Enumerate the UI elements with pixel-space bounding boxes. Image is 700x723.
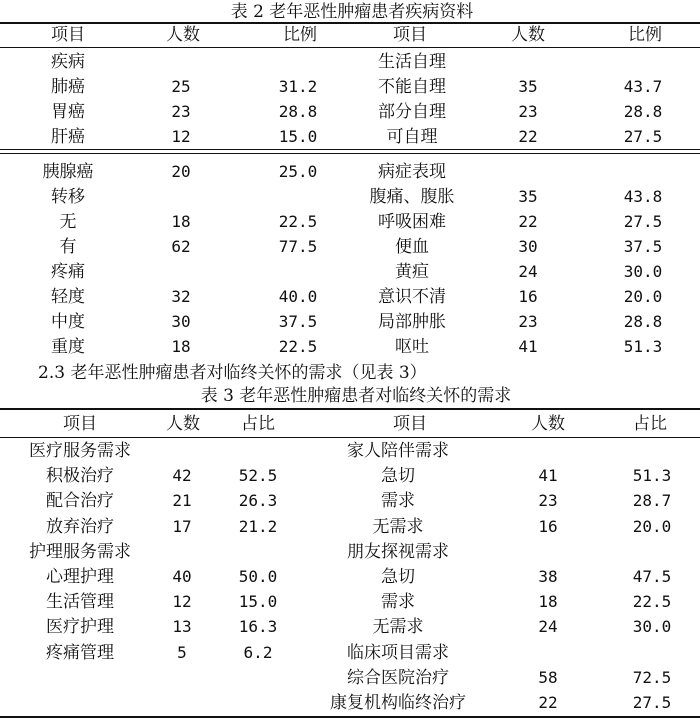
cell-count: 40 [172,567,192,586]
cell-item: 无 [59,212,77,232]
cell-count: 22 [518,212,538,231]
cell-count: 23 [171,102,191,121]
cell-count: 41 [538,466,558,486]
cell-item: 康复机构临终治疗 [330,693,466,713]
table3-header-ratio-2: 占比 [633,414,667,434]
cell-item: 医疗服务需求 [29,441,131,461]
cell-count: 12 [172,592,192,612]
cell-item: 生活自理 [378,52,446,72]
cell-count: 42 [172,466,192,486]
table2-top-rule [0,22,700,24]
cell-count: 35 [518,77,538,96]
cell-count: 22 [538,693,558,712]
table2-header-item: 项目 [51,25,85,45]
cell-item: 综合医院治疗 [347,667,449,688]
cell-value: 15.0 [278,127,318,146]
cell-item: 呕吐 [395,337,429,357]
table3-header-count-2: 人数 [531,414,565,434]
table3-top-rule [0,408,700,410]
cell-value: 28.8 [278,102,318,121]
table2-header-ratio: 比例 [283,25,317,45]
cell-item: 黄疸 [395,262,429,282]
cell-value: 28.7 [632,491,672,511]
cell-item: 肺癌 [51,77,85,97]
table2-header-count-2: 人数 [511,25,545,45]
table2-header-count: 人数 [166,25,200,45]
cell-item: 转移 [51,187,85,207]
cell-item: 需求 [381,491,415,512]
cell-item: 部分自理 [378,102,446,122]
cell-count: 12 [171,127,191,146]
table2-title: 表 2 老年恶性肿瘤患者疾病资料 [230,2,474,22]
cell-count: 18 [171,212,191,231]
cell-count: 23 [518,312,538,331]
cell-item: 积极治疗 [46,466,114,487]
cell-count: 25 [171,77,191,96]
cell-value: 40.0 [278,287,318,306]
cell-count: 41 [518,337,538,356]
cell-item: 有 [59,237,77,257]
cell-item: 配合治疗 [46,491,114,512]
cell-value: 28.8 [623,102,663,121]
cell-value: 20.0 [623,287,663,306]
cell-count: 13 [172,617,192,637]
cell-count: 62 [171,237,191,256]
cell-item: 家人陪伴需求 [347,441,449,461]
cell-item: 局部肿胀 [378,312,446,332]
cell-item: 疾病 [51,52,85,72]
cell-value: 50.0 [238,567,278,586]
cell-count: 35 [518,187,538,206]
cell-count: 38 [538,567,558,586]
cell-value: 43.8 [623,187,663,206]
table2-header-rule [0,47,700,48]
cell-value: 15.0 [238,592,278,612]
cell-item: 临床项目需求 [347,642,449,663]
cell-item: 呼吸困难 [378,212,446,232]
cell-count: 17 [172,516,192,536]
cell-value: 72.5 [632,667,672,687]
cell-item: 放弃治疗 [46,516,114,537]
cell-count: 30 [518,237,538,256]
cell-item: 轻度 [51,287,85,307]
cell-value: 21.2 [238,516,278,536]
cell-item: 肝癌 [51,127,85,147]
cell-count: 5 [177,642,187,662]
cell-item: 急切 [381,466,415,487]
cell-count: 24 [538,617,558,637]
cell-count: 58 [538,667,558,687]
cell-item: 疼痛 [51,262,85,282]
cell-value: 16.3 [238,617,278,637]
cell-item: 重度 [51,337,85,357]
cell-item: 中度 [51,312,85,332]
cell-value: 22.5 [632,592,672,612]
table3-header-item-2: 项目 [393,414,427,434]
cell-count: 18 [538,592,558,612]
cell-value: 27.5 [623,212,663,231]
cell-item: 胰腺癌 [42,162,94,182]
cell-count: 22 [518,127,538,146]
cell-value: 25.0 [278,162,318,181]
cell-item: 护理服务需求 [29,541,131,562]
table3-header-item: 项目 [63,414,97,434]
cell-value: 51.3 [632,466,672,486]
cell-item: 便血 [395,237,429,257]
cell-value: 43.7 [623,77,663,96]
table2-split-rule-2 [0,153,700,154]
cell-item: 无需求 [372,617,424,638]
cell-item: 腹痛、腹胀 [369,187,455,207]
section-heading: 2.3 老年恶性肿瘤患者对临终关怀的需求（见表 3） [38,363,427,383]
cell-value: 28.8 [623,312,663,331]
cell-count: 16 [518,287,538,306]
cell-value: 30.0 [623,262,663,281]
cell-count: 32 [171,287,191,306]
cell-value: 31.2 [278,77,318,96]
cell-value: 27.5 [632,693,672,712]
cell-value: 47.5 [632,567,672,586]
cell-value: 77.5 [278,237,318,256]
cell-value: 6.2 [243,642,273,662]
cell-value: 22.5 [278,212,318,231]
table2-split-rule-1 [0,149,700,150]
table2-header-ratio-2: 比例 [628,25,662,45]
table3-title: 表 3 老年恶性肿瘤患者对临终关怀的需求 [200,386,512,406]
cell-value: 37.5 [623,237,663,256]
table2-header-item-2: 项目 [393,25,427,45]
cell-item: 病症表现 [378,162,446,182]
cell-value: 51.3 [623,337,663,356]
cell-item: 朋友探视需求 [347,541,449,562]
cell-item: 心理护理 [46,567,114,587]
cell-value: 37.5 [278,312,318,331]
cell-count: 23 [518,102,538,121]
cell-value: 52.5 [238,466,278,486]
cell-item: 可自理 [386,127,438,147]
table3-header-count: 人数 [166,414,200,434]
cell-item: 疼痛管理 [46,642,114,663]
cell-value: 26.3 [238,491,278,511]
cell-item: 医疗护理 [46,617,114,638]
table3-bottom-rule [0,716,700,718]
cell-value: 30.0 [632,617,672,637]
cell-value: 27.5 [623,127,663,146]
cell-item: 无需求 [372,516,424,537]
cell-count: 23 [538,491,558,511]
cell-value: 22.5 [278,337,318,356]
cell-count: 20 [171,162,191,181]
cell-item: 生活管理 [46,592,114,613]
cell-count: 24 [518,262,538,281]
cell-count: 16 [538,516,558,536]
cell-item: 意识不清 [378,287,446,307]
table3-header-ratio: 占比 [241,414,275,434]
table3-header-rule [0,437,700,438]
cell-count: 30 [171,312,191,331]
cell-item: 需求 [381,592,415,613]
cell-item: 胃癌 [51,102,85,122]
cell-item: 不能自理 [378,77,446,97]
cell-count: 21 [172,491,192,511]
cell-count: 18 [171,337,191,356]
cell-value: 20.0 [632,516,672,536]
cell-item: 急切 [381,567,415,587]
